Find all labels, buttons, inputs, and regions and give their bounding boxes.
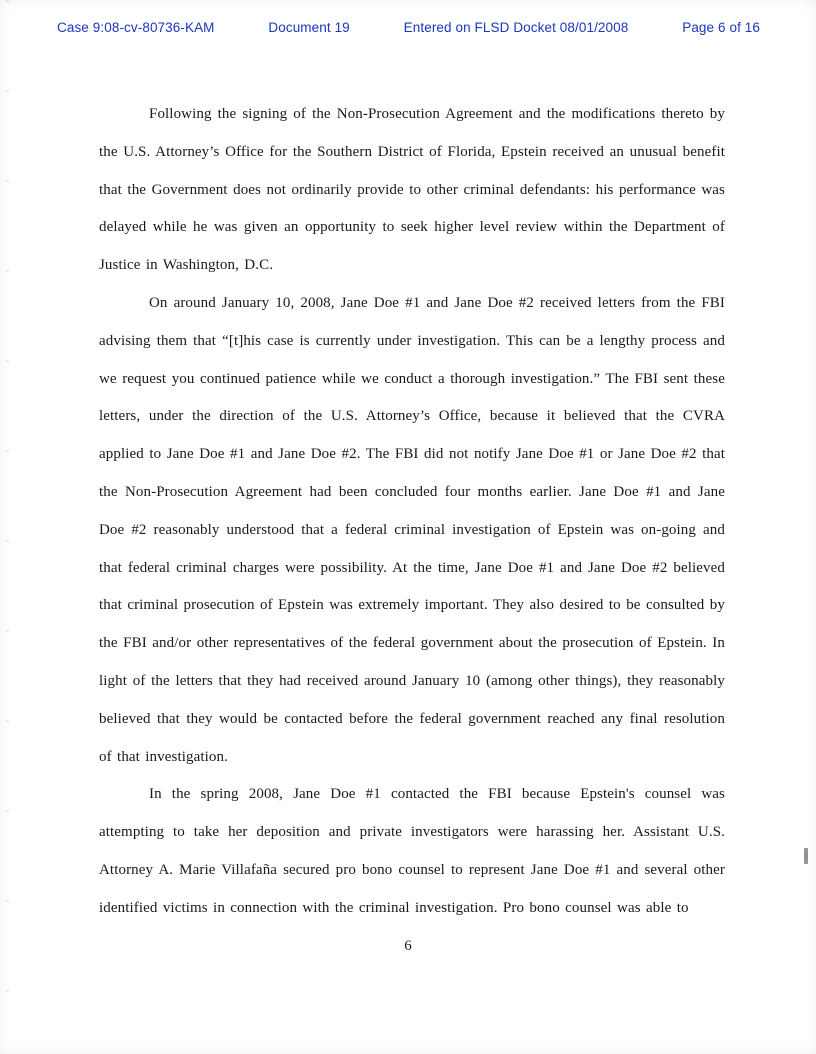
page-number-footer: 6 — [404, 938, 412, 954]
scan-artifact-right-mark — [804, 848, 808, 864]
scan-artifact-left-edge — [6, 0, 9, 1054]
page-indicator: Page 6 of 16 — [682, 20, 760, 35]
paragraph-2: On around January 10, 2008, Jane Doe #1 and Jane Doe #2 received letters from the FBI advising them that “[t]his case is currently under investigation. This can be a lengthy process and we request you continued patience while we conduct a thorough investigation.” The FBI sent these letters, under the direction of the U.S. Attorney’s Office, because it believed that the CVRA applied to Jane Doe #1 and Jane Doe #2. The FBI did not notify Jane Doe #1 or Jane Doe #2 that the Non-Prosecution Agreement had been concluded four months earlier. Jane Doe #1 and Jane Doe #2 reasonably understood that a federal criminal investigation of Epstein was on-going and that federal criminal charges were possibility. At the time, Jane Doe #1 and Jane Doe #2 believed that criminal prosecution of Epstein was extremely important. They also desired to be consulted by the FBI and/or other representatives of the federal government about the prosecution of Epstein. In light of the letters that they had received around January 10 (among other things), they reasonably believed that they would be contacted before the federal government reached any final resolution of that investigation. — [99, 294, 725, 765]
document-number: Document 19 — [268, 20, 350, 35]
paragraph-3: In the spring 2008, Jane Doe #1 contacted the FBI because Epstein's counsel was attempting to take her deposition and private investigators were harassing her. Assistant U.S. Attorney A. Marie Villafaña secured pro bono counsel to represent Jane Doe #1 and several other identified victims in connection with the criminal investigation. Pro bono counsel was able to — [99, 786, 725, 916]
docket-header — [57, 20, 760, 35]
case-number: Case 9:08-cv-80736-KAM — [57, 20, 215, 35]
paragraph-1: Following the signing of the Non-Prosecution Agreement and the modifications thereto by the U.S. Attorney’s Office for the Southern District of Florida, Epstein received an unusual benefit that the Government does not ordinarily provide to other criminal defendants: his performance was delayed while he was given an opportunity to seek higher level review within the Department of Justice in Washington, D.C. — [99, 106, 725, 274]
document-body — [99, 96, 725, 928]
docket-entry: Entered on FLSD Docket 08/01/2008 — [403, 20, 629, 35]
